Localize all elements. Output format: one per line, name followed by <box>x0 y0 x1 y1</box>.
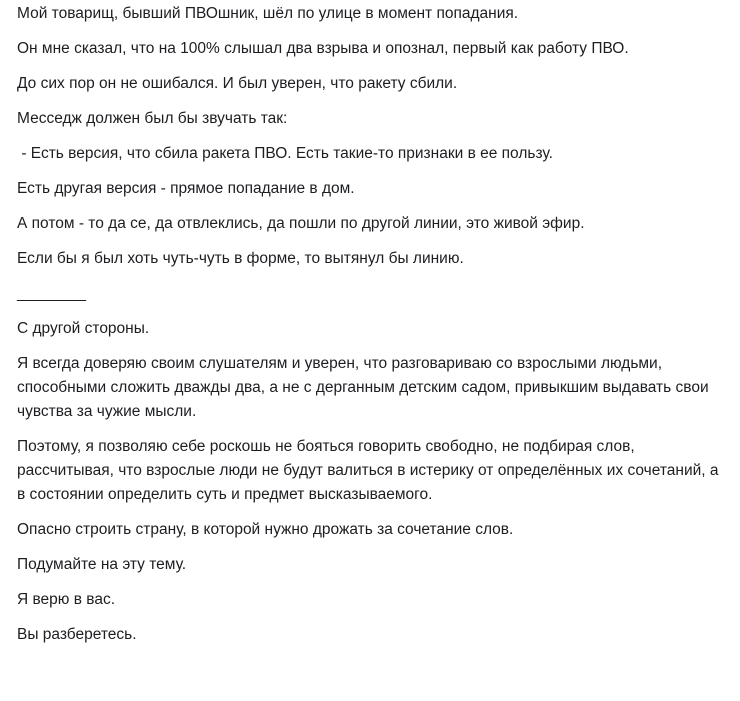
post-paragraph: Он мне сказал, что на 100% слышал два взрыва и опознал, первый как работу ПВО. <box>17 40 629 57</box>
post-paragraph: Я всегда доверяю своим слушателям и уверен, что разговариваю со взрослыми людьми, способными сложить дважды два, а не с дерганным детским садом, привыкшим выдавать свои чувства за чужие мысли. <box>17 355 713 420</box>
post-paragraph: А потом - то да се, да отвлеклись, да пошли по другой линии, это живой эфир. <box>17 215 585 232</box>
post-paragraph: Если бы я был хоть чуть-чуть в форме, то вытянул бы линию. <box>17 250 464 267</box>
post-paragraph: Опасно строить страну, в которой нужно дрожать за сочетание слов. <box>17 521 514 538</box>
post-paragraph: Подумайте на эту тему. <box>17 556 187 573</box>
post-paragraph: Мой товарищ, бывший ПВОшник, шёл по улице в момент попадания. <box>17 5 519 22</box>
post-paragraph: Месседж должен был бы звучать так: <box>17 110 288 127</box>
post-paragraph: Поэтому, я позволяю себе роскошь не бояться говорить свободно, не подбирая слов, рассчитывая, что взрослые люди не будут валиться в истерику от определённых их сочетаний, а в состоянии определить суть и предмет высказываемого. <box>17 438 723 503</box>
post-paragraph: Есть другая версия - прямое попадание в дом. <box>17 180 355 197</box>
post-body <box>17 2 729 658</box>
post-paragraph: С другой стороны. <box>17 320 150 337</box>
post-paragraph: - Есть версия, что сбила ракета ПВО. Есть такие-то признаки в ее пользу. <box>17 145 553 162</box>
separator-line: ________ <box>17 285 86 302</box>
post-paragraph: До сих пор он не ошибался. И был уверен, что ракету сбили. <box>17 75 458 92</box>
post-paragraph: Я верю в вас. <box>17 591 116 608</box>
post-paragraph: Вы разберетесь. <box>17 626 137 643</box>
